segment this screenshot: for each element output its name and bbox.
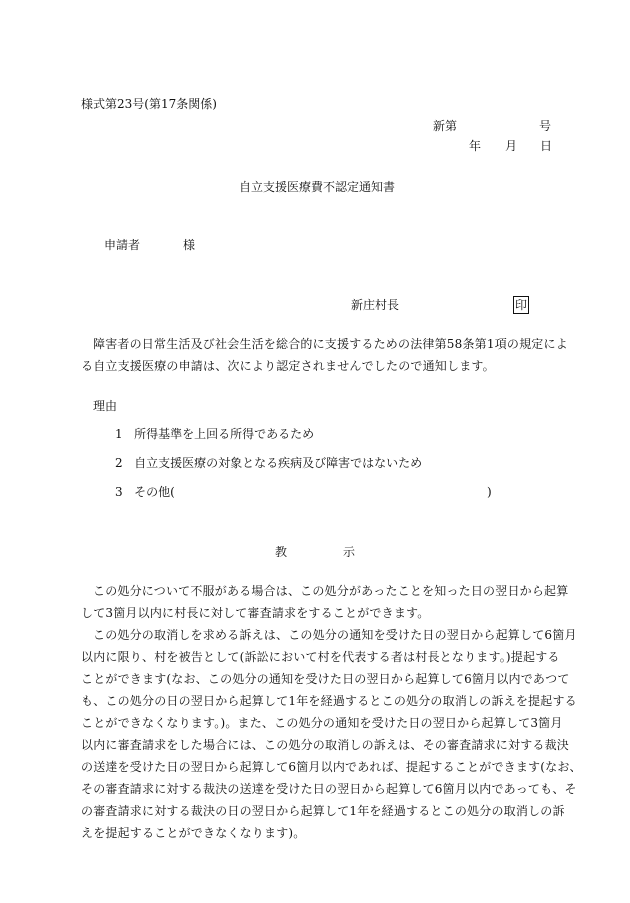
body-line-2: る自立支援医療の申請は、次により認定されませんでしたので通知します。 — [81, 359, 495, 373]
reason-heading: 理由 — [93, 399, 118, 413]
notice-line-7: ことができなくなります。)。また、この処分の通知を受けた日の翌日から起算して3箇月 — [81, 716, 563, 730]
doc-number-suffix: 号 — [539, 119, 552, 133]
reason-text: その他( — [134, 485, 175, 499]
issuer-seal — [513, 296, 529, 314]
date-year: 年 — [469, 139, 482, 153]
reason-num: 2 — [115, 456, 123, 470]
applicant-label: 申請者 — [104, 238, 141, 252]
document-title: 自立支援医療費不認定通知書 — [239, 180, 396, 194]
reason-item-3-close: ) — [487, 485, 492, 499]
reason-item-3 — [115, 486, 175, 498]
notice-line-9: の送達を受けた日の翌日から起算して6箇月以内であれば、提起することができます(なお、 — [81, 760, 582, 774]
applicant-honorific: 様 — [183, 238, 196, 252]
notice-line-2: して3箇月以内に村長に対して審査請求をすることができます。 — [81, 606, 430, 620]
notice-line-3: この処分の取消しを求める訴えは、この処分の通知を受けた日の翌日から起算して6箇月 — [93, 628, 577, 642]
notice-line-8: 以内に審査請求をした場合には、この処分の取消しの訴えは、その審査請求に対する裁決 — [81, 738, 570, 752]
notice-line-4: 以内に限り、村を被告として(訴訟において村を代表する者は村長となります。)提起する — [81, 650, 560, 664]
notice-line-6: も、この処分の日の翌日から起算して1年を経過するとこの処分の取消しの訴えを提起する — [81, 694, 577, 708]
form-number: 様式第23号(第17条関係) — [81, 97, 217, 111]
notice-line-5: ことができます(なお、この処分の通知を受けた日の翌日から起算して6箇月以内であつて — [81, 672, 570, 686]
reason-text: 所得基準を上回る所得であるため — [134, 427, 315, 441]
reason-num: 3 — [115, 485, 123, 499]
notice-line-11: の審査請求に対する裁決の日の翌日から起算して1年を経過するとこの処分の取消しの訴 — [81, 804, 565, 818]
reason-text: 自立支援医療の対象となる疾病及び障害ではないため — [134, 456, 423, 470]
reason-item-2 — [115, 457, 422, 469]
notice-line-10: その審査請求に対する裁決の送達を受けた日の翌日から起算して6箇月以内であっても、そ — [81, 782, 577, 796]
reason-item-1 — [115, 428, 314, 440]
notice-line-1: この処分について不服がある場合は、この処分があったことを知った日の翌日から起算 — [93, 584, 569, 598]
body-line-1: 障害者の日常生活及び社会生活を総合的に支援するための法律第58条第1項の規定によ — [93, 337, 568, 351]
notice-line-12: えを提起することができなくなります)。 — [81, 826, 306, 840]
issuer-name: 新庄村長 — [351, 298, 400, 312]
seal-mark: 印 — [515, 298, 528, 312]
doc-number-prefix: 新第 — [433, 119, 458, 133]
notice-heading-left: 教 — [275, 545, 288, 559]
reason-num: 1 — [115, 427, 123, 441]
date-month: 月 — [505, 139, 518, 153]
date-day: 日 — [540, 139, 553, 153]
notice-heading-right: 示 — [343, 545, 356, 559]
